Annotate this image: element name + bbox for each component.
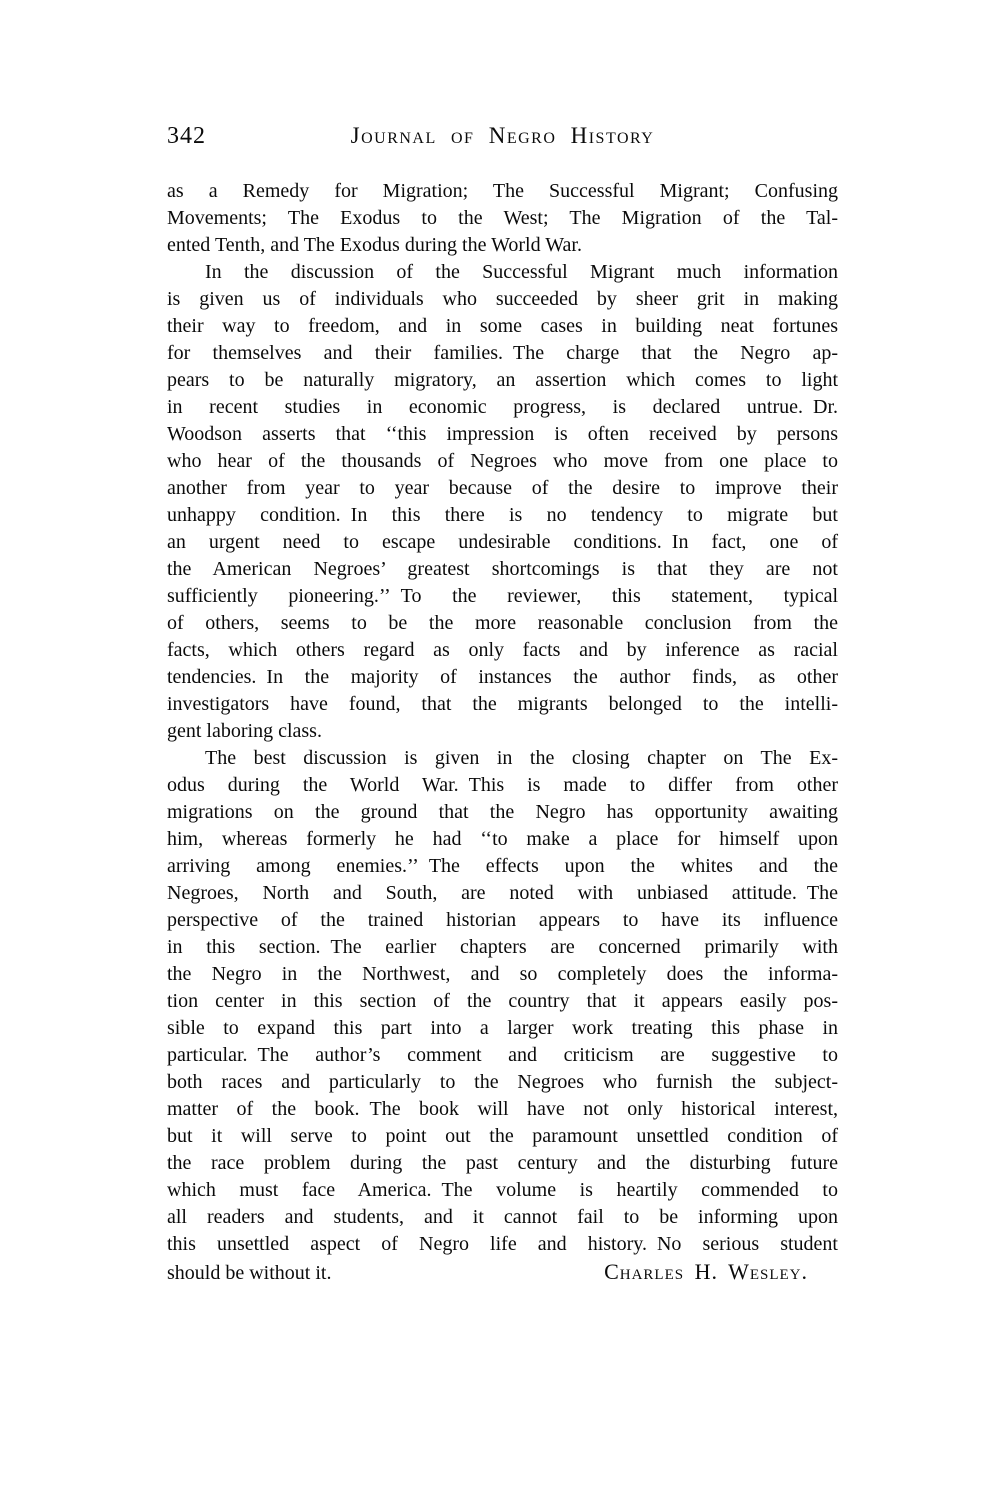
- text-line: arriving among enemies.’’ The effects upon the whites and the: [167, 855, 838, 877]
- text-line: as a Remedy for Migration; The Successful Migrant; Confusing: [167, 180, 838, 202]
- text-line: him, whereas formerly he had ‘‘to make a place for himself upon: [167, 828, 838, 850]
- paragraph: [167, 745, 838, 1258]
- text-line: The best discussion is given in the closing chapter on The Ex-: [205, 747, 838, 769]
- text-line: both races and particularly to the Negroes who furnish the subject-: [167, 1071, 838, 1093]
- text-line: the American Negroes’ greatest shortcomings is that they are not: [167, 558, 838, 580]
- text-line: Woodson asserts that ‘‘this impression is often received by persons: [167, 423, 838, 445]
- text-line: Negroes, North and South, are noted with unbiased attitude. The: [167, 882, 838, 904]
- text-line: in this section. The earlier chapters are concerned primarily with: [167, 936, 838, 958]
- text-line: their way to freedom, and in some cases in building neat fortunes: [167, 315, 838, 337]
- text-line: ented Tenth, and The Exodus during the World War.: [167, 234, 582, 256]
- text-line: which must face America. The volume is heartily commended to: [167, 1179, 838, 1201]
- author-signature: Charles H. Wesley.: [604, 1259, 808, 1284]
- paragraph: [167, 259, 838, 745]
- text-line: facts, which others regard as only facts and by inference as racial: [167, 639, 838, 661]
- text-line: but it will serve to point out the paramount unsettled condition of: [167, 1125, 838, 1147]
- text-line: an urgent need to escape undesirable conditions. In fact, one of: [167, 531, 838, 553]
- running-title: Journal of Negro History: [350, 123, 655, 148]
- text-line: pears to be naturally migratory, an assertion which comes to light: [167, 369, 838, 391]
- closing-line: [167, 1258, 838, 1285]
- text-line: sufficiently pioneering.’’ To the reviewer, this statement, typical: [167, 585, 838, 607]
- closing-text: should be without it.: [167, 1262, 332, 1284]
- paragraphs-container: [167, 178, 838, 1258]
- text-line: who hear of the thousands of Negroes who move from one place to: [167, 450, 838, 472]
- text-line: unhappy condition. In this there is no tendency to migrate but: [167, 504, 838, 526]
- text-line: investigators have found, that the migrants belonged to the intelli-: [167, 693, 838, 715]
- text-line: this unsettled aspect of Negro life and history. No serious student: [167, 1233, 838, 1255]
- page-number: 342: [167, 123, 206, 149]
- text-line: the Negro in the Northwest, and so completely does the informa-: [167, 963, 838, 985]
- text-line: Movements; The Exodus to the West; The Migration of the Tal-: [167, 207, 838, 229]
- text-line: particular. The author’s comment and criticism are suggestive to: [167, 1044, 838, 1066]
- paragraph: [167, 178, 838, 259]
- text-line: tendencies. In the majority of instances the author finds, as other: [167, 666, 838, 688]
- text-line: odus during the World War. This is made to differ from other: [167, 774, 838, 796]
- text-line: another from year to year because of the desire to improve their: [167, 477, 838, 499]
- text-line: perspective of the trained historian appears to have its influence: [167, 909, 838, 931]
- body-text-block: [167, 178, 838, 1285]
- text-line: matter of the book. The book will have not only historical interest,: [167, 1098, 838, 1120]
- text-line: of others, seems to be the more reasonable conclusion from the: [167, 612, 838, 634]
- text-line: all readers and students, and it cannot fail to be informing upon: [167, 1206, 838, 1228]
- text-line: migrations on the ground that the Negro has opportunity awaiting: [167, 801, 838, 823]
- text-line: the race problem during the past century and the disturbing future: [167, 1152, 838, 1174]
- running-header: [167, 123, 838, 153]
- text-line: gent laboring class.: [167, 720, 322, 742]
- text-line: for themselves and their families. The charge that the Negro ap-: [167, 342, 838, 364]
- text-line: tion center in this section of the country that it appears easily pos-: [167, 990, 838, 1012]
- text-line: sible to expand this part into a larger work treating this phase in: [167, 1017, 838, 1039]
- text-line: is given us of individuals who succeeded by sheer grit in making: [167, 288, 838, 310]
- text-line: In the discussion of the Successful Migrant much information: [205, 261, 838, 283]
- text-line: in recent studies in economic progress, is declared untrue. Dr.: [167, 396, 838, 418]
